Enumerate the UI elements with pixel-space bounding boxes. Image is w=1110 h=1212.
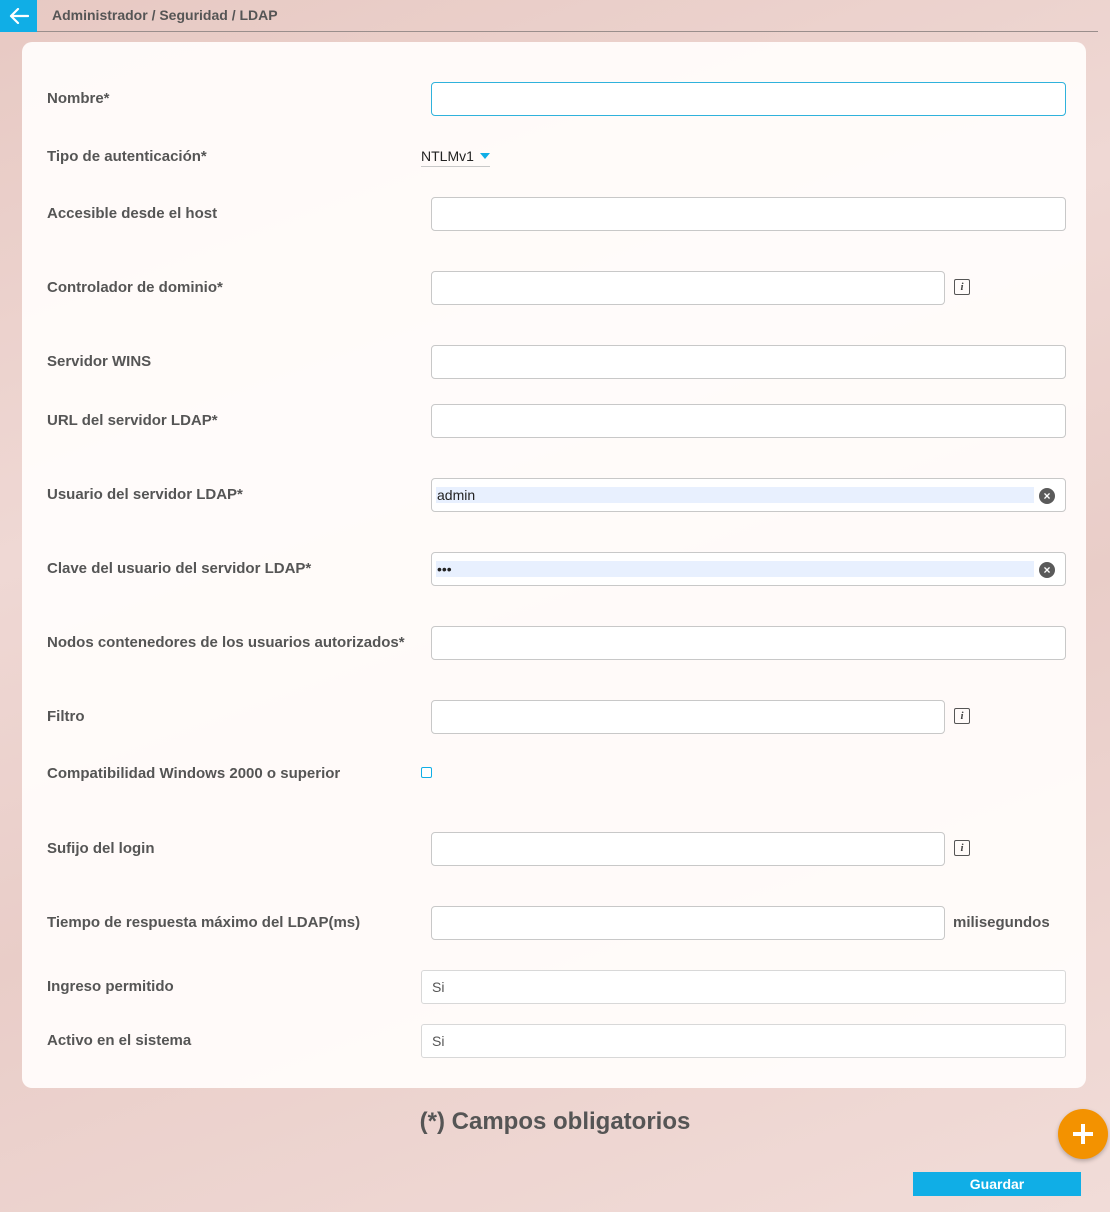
controlador-dominio-input[interactable] xyxy=(431,271,945,305)
url-servidor-input[interactable] xyxy=(431,404,1066,438)
tipo-autenticacion-select[interactable] xyxy=(421,146,490,167)
header-divider xyxy=(37,31,1098,32)
tiempo-respuesta-unit: milisegundos xyxy=(953,914,1050,931)
tiempo-respuesta-input[interactable] xyxy=(431,906,945,940)
add-button[interactable] xyxy=(1058,1109,1108,1159)
controlador-dominio-label: Controlador de dominio* xyxy=(47,279,223,296)
nombre-label: Nombre* xyxy=(47,90,110,107)
filtro-input[interactable] xyxy=(431,700,945,734)
info-icon[interactable]: i xyxy=(954,279,970,295)
usuario-servidor-input[interactable] xyxy=(431,478,1066,512)
breadcrumb: Administrador / Seguridad / LDAP xyxy=(52,7,278,23)
ingreso-permitido-field[interactable]: Si xyxy=(421,970,1066,1004)
clave-usuario-input[interactable] xyxy=(431,552,1066,586)
clear-icon[interactable]: × xyxy=(1039,488,1055,504)
sufijo-login-input[interactable] xyxy=(431,832,945,866)
required-fields-note: (*) Campos obligatorios xyxy=(419,1108,691,1135)
filtro-label: Filtro xyxy=(47,708,85,725)
servidor-wins-input[interactable] xyxy=(431,345,1066,379)
tipo-autenticacion-label: Tipo de autenticación* xyxy=(47,148,207,165)
compatibilidad-checkbox[interactable] xyxy=(421,767,432,778)
clear-icon[interactable]: × xyxy=(1039,562,1055,578)
accesible-host-input[interactable] xyxy=(431,197,1066,231)
info-icon[interactable]: i xyxy=(954,840,970,856)
clave-usuario-value: ••• xyxy=(436,561,1034,577)
url-servidor-label: URL del servidor LDAP* xyxy=(47,412,218,429)
nodos-contenedores-input[interactable] xyxy=(431,626,1066,660)
usuario-servidor-label: Usuario del servidor LDAP* xyxy=(47,486,243,503)
tipo-autenticacion-value: NTLMv1 xyxy=(421,148,474,164)
accesible-host-label: Accesible desde el host xyxy=(47,205,218,222)
back-button[interactable] xyxy=(0,0,37,32)
ingreso-permitido-label: Ingreso permitido xyxy=(47,978,174,995)
compatibilidad-label: Compatibilidad Windows 2000 o superior xyxy=(47,765,341,782)
caret-down-icon xyxy=(480,153,490,159)
arrow-left-icon xyxy=(9,8,29,24)
usuario-servidor-value: admin xyxy=(436,487,1034,503)
activo-sistema-field[interactable]: Si xyxy=(421,1024,1066,1058)
clave-usuario-label: Clave del usuario del servidor LDAP* xyxy=(47,560,312,577)
sufijo-login-label: Sufijo del login xyxy=(47,840,155,857)
servidor-wins-label: Servidor WINS xyxy=(47,353,152,370)
top-bar xyxy=(0,0,1110,32)
activo-sistema-label: Activo en el sistema xyxy=(47,1032,192,1049)
nodos-contenedores-label: Nodos contenedores de los usuarios autorizados* xyxy=(47,634,405,651)
tiempo-respuesta-label: Tiempo de respuesta máximo del LDAP(ms) xyxy=(47,914,361,931)
info-icon[interactable]: i xyxy=(954,708,970,724)
ldap-form-card xyxy=(22,42,1086,1088)
save-button[interactable]: Guardar xyxy=(913,1172,1081,1196)
nombre-input[interactable] xyxy=(431,82,1066,116)
